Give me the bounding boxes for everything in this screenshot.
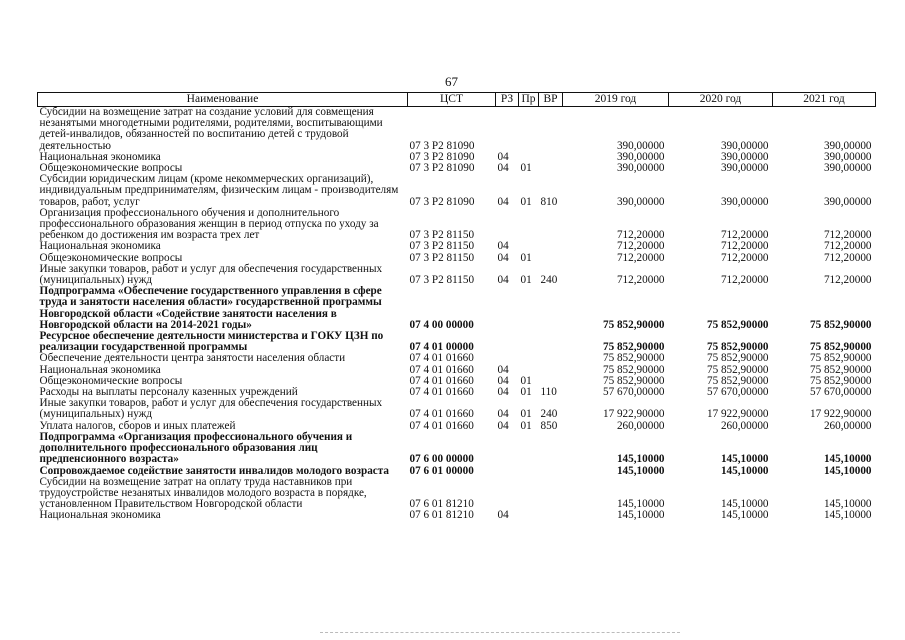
row-pr [519, 466, 539, 477]
table-row [38, 107, 876, 152]
row-cst: 07 6 00 00000 [409, 453, 474, 466]
row-value-2020: 260,00000 [720, 419, 769, 432]
row-pr [519, 241, 539, 252]
row-value-2020: 390,00000 [720, 150, 769, 163]
row-rz: 04 [497, 150, 509, 163]
row-value-2019: 260,00000 [616, 419, 665, 432]
scan-artifact-line [320, 632, 680, 635]
row-value-2019: 712,20000 [616, 229, 665, 242]
row-vr: 110 [540, 386, 557, 399]
row-vr [539, 208, 563, 242]
row-pr: 01 [520, 195, 532, 208]
row-value-2019: 145,10000 [616, 509, 665, 522]
row-value-2020: 145,10000 [720, 464, 769, 477]
table-row [38, 331, 876, 353]
row-value-2020: 57 670,00000 [706, 386, 769, 399]
row-pr [519, 331, 539, 353]
row-value-2020: 145,10000 [720, 509, 769, 522]
row-value-2019: 145,10000 [616, 464, 665, 477]
row-rz: 04 [497, 251, 509, 264]
row-value-2021: 390,00000 [823, 195, 872, 208]
row-value-2019: 75 852,90000 [602, 318, 665, 331]
row-vr: 240 [540, 274, 558, 287]
row-name: Иные закупки товаров, работ и услуг для обеспечения государственных (муниципальных) нужд [39, 397, 383, 421]
row-pr: 01 [520, 419, 532, 432]
table-row [38, 208, 876, 242]
row-rz: 04 [497, 363, 509, 376]
row-value-2019: 75 852,90000 [602, 374, 665, 387]
row-cst: 07 6 01 00000 [409, 464, 474, 477]
row-value-2020: 712,20000 [720, 274, 769, 287]
row-value-2021: 712,20000 [823, 240, 872, 253]
row-vr [539, 466, 563, 477]
row-value-2020: 75 852,90000 [706, 352, 769, 365]
row-name: Иные закупки товаров, работ и услуг для обеспечения государственных (муниципальных) нужд [39, 262, 383, 287]
row-value-2021: 390,00000 [823, 162, 872, 175]
table-row [38, 286, 876, 331]
row-vr: 850 [540, 419, 558, 432]
table-row [38, 353, 876, 364]
row-value-2019: 75 852,90000 [602, 341, 665, 354]
row-rz: 04 [497, 195, 509, 208]
row-name: Организация профессионального обучения и дополнительного профессионального образования женщин в период отпуска по уходу за ребенком до достижения им возраста трех лет [39, 206, 379, 242]
row-name: Подпрограмма «Обеспечение государственного управления в сфере труда и занятости населения области» государственной программы Новгородской области «Содействие занятости населения в Новгородской области на 2014-2021 годы» [39, 285, 382, 331]
row-name: Сопровождаемое содействие занятости инвалидов молодого возраста [39, 464, 389, 477]
row-value-2021: 75 852,90000 [809, 318, 872, 331]
row-vr [539, 353, 563, 364]
row-name: Ресурсное обеспечение деятельности министерства и ГОКУ ЦЗН по реализации государственной программы [39, 330, 384, 354]
row-rz: 04 [497, 374, 509, 387]
row-rz: 04 [497, 240, 509, 253]
row-vr [539, 477, 563, 511]
column-header-vr: ВР [539, 93, 563, 107]
row-value-2021: 390,00000 [823, 139, 872, 152]
row-value-2020: 75 852,90000 [706, 341, 769, 354]
row-rz: 04 [497, 274, 509, 287]
row-value-2021: 390,00000 [823, 150, 872, 163]
row-name: Расходы на выплаты персоналу казенных учреждений [39, 386, 298, 399]
row-value-2020: 75 852,90000 [706, 363, 769, 376]
row-pr: 01 [520, 408, 532, 421]
row-rz [496, 353, 519, 364]
row-vr [539, 331, 563, 353]
row-value-2021: 17 922,90000 [809, 408, 872, 421]
row-cst: 07 4 01 01660 [409, 408, 474, 421]
row-name: Общеэкономические вопросы [39, 251, 183, 264]
table-row [38, 510, 876, 521]
row-value-2020: 75 852,90000 [706, 374, 769, 387]
row-value-2021: 75 852,90000 [809, 363, 872, 376]
row-name: Подпрограмма «Организация профессионального обучения и дополнительного профессионального образования лиц предпенсионного возраста» [39, 430, 353, 466]
row-vr: 240 [540, 408, 558, 421]
row-cst: 07 3 Р2 81090 [409, 139, 475, 152]
row-rz: 04 [497, 386, 509, 399]
row-value-2019: 75 852,90000 [602, 352, 665, 365]
row-name: Общеэкономические вопросы [39, 374, 183, 387]
row-vr [539, 432, 563, 466]
column-header-rz: РЗ [496, 93, 519, 107]
row-value-2021: 75 852,90000 [809, 341, 872, 354]
row-value-2021: 712,20000 [823, 274, 872, 287]
row-pr [519, 510, 539, 521]
row-cst: 07 3 Р2 81150 [409, 251, 475, 264]
row-cst: 07 3 Р2 81150 [409, 274, 475, 287]
budget-table [37, 92, 876, 522]
row-pr [519, 432, 539, 466]
row-vr [539, 253, 563, 264]
row-rz [496, 466, 519, 477]
row-rz [496, 432, 519, 466]
row-value-2019: 145,10000 [616, 453, 665, 466]
row-vr [539, 107, 563, 152]
row-pr: 01 [520, 274, 532, 287]
row-cst: 07 3 Р2 81150 [409, 240, 475, 253]
row-name: Национальная экономика [39, 150, 161, 163]
row-value-2019: 57 670,00000 [602, 386, 665, 399]
column-header-name: Наименование [38, 93, 408, 107]
row-value-2021: 145,10000 [823, 464, 872, 477]
row-cst: 07 4 00 00000 [409, 318, 474, 331]
table-row [38, 174, 876, 208]
row-rz: 04 [497, 408, 509, 421]
row-value-2019: 17 922,90000 [602, 408, 665, 421]
row-pr: 01 [520, 162, 532, 175]
row-cst: 07 3 Р2 81090 [409, 162, 475, 175]
row-value-2020: 75 852,90000 [706, 318, 769, 331]
row-value-2020: 17 922,90000 [706, 408, 769, 421]
row-rz [496, 331, 519, 353]
row-value-2021: 145,10000 [823, 509, 872, 522]
row-rz [496, 107, 519, 152]
row-rz: 04 [497, 162, 509, 175]
row-value-2019: 390,00000 [616, 195, 665, 208]
column-header-2019: 2019 год [563, 93, 669, 107]
column-header-2021: 2021 год [773, 93, 876, 107]
row-name: Субсидии на возмещение затрат на создание условий для совмещения незанятыми многодетными родителями, родителями, воспитывающими детей-инвалидов, обязанностей по воспитанию детей с трудовой деятельностью [39, 106, 383, 152]
row-cst: 07 3 Р2 81090 [409, 150, 475, 163]
table-row [38, 241, 876, 252]
row-value-2019: 712,20000 [616, 251, 665, 264]
row-vr: 810 [540, 195, 558, 208]
table-row [38, 264, 876, 286]
row-rz [496, 286, 519, 331]
row-rz: 04 [497, 419, 509, 432]
row-pr [519, 107, 539, 152]
row-cst: 07 3 Р2 81090 [409, 195, 475, 208]
row-value-2021: 57 670,00000 [809, 386, 872, 399]
row-value-2021: 145,10000 [823, 498, 872, 511]
table-row [38, 432, 876, 466]
row-value-2019: 145,10000 [616, 498, 665, 511]
row-pr [519, 477, 539, 511]
row-name: Субсидии на возмещение затрат на оплату труда наставников при трудоустройстве незанятых инвалидов молодого возраста в порядке, установленном Правительством Новгородской области [39, 475, 367, 511]
table-row [38, 398, 876, 420]
row-value-2019: 712,20000 [616, 274, 665, 287]
row-value-2019: 390,00000 [616, 162, 665, 175]
row-pr [519, 286, 539, 331]
row-value-2021: 712,20000 [823, 229, 872, 242]
row-rz [496, 208, 519, 242]
row-value-2021: 75 852,90000 [809, 374, 872, 387]
row-value-2019: 390,00000 [616, 139, 665, 152]
row-value-2019: 390,00000 [616, 150, 665, 163]
row-cst: 07 4 01 00000 [409, 341, 474, 354]
row-name: Общеэкономические вопросы [39, 162, 183, 175]
row-cst: 07 6 01 81210 [409, 498, 474, 511]
row-name: Национальная экономика [39, 240, 161, 253]
row-vr [539, 365, 563, 376]
table-row [38, 477, 876, 511]
row-vr [539, 241, 563, 252]
row-value-2020: 390,00000 [720, 195, 769, 208]
row-value-2020: 390,00000 [720, 139, 769, 152]
column-header-pr: Пр [519, 93, 539, 107]
row-name: Уплата налогов, сборов и иных платежей [39, 419, 236, 432]
row-rz [496, 477, 519, 511]
row-value-2019: 712,20000 [616, 240, 665, 253]
row-value-2019: 75 852,90000 [602, 363, 665, 376]
row-pr: 01 [520, 386, 532, 399]
row-rz: 04 [497, 509, 509, 522]
row-cst: 07 4 01 01660 [409, 386, 474, 399]
row-cst: 07 4 01 01660 [409, 352, 474, 365]
row-vr [539, 152, 563, 163]
row-cst: 07 4 01 01660 [409, 374, 474, 387]
row-value-2020: 145,10000 [720, 453, 769, 466]
row-value-2020: 712,20000 [720, 240, 769, 253]
row-name: Национальная экономика [39, 363, 161, 376]
row-value-2020: 145,10000 [720, 498, 769, 511]
row-vr [539, 286, 563, 331]
row-value-2020: 712,20000 [720, 229, 769, 242]
row-pr [519, 208, 539, 242]
row-cst: 07 3 Р2 81150 [409, 229, 475, 242]
column-header-2020: 2020 год [669, 93, 773, 107]
row-value-2020: 712,20000 [720, 251, 769, 264]
table-header-row [38, 93, 876, 107]
row-pr [519, 353, 539, 364]
row-cst: 07 4 01 01660 [409, 363, 474, 376]
row-cst: 07 4 01 01660 [409, 419, 474, 432]
row-vr [539, 510, 563, 521]
row-value-2021: 145,10000 [823, 453, 872, 466]
row-pr: 01 [520, 374, 532, 387]
row-vr [539, 163, 563, 174]
page-number: 67 [445, 74, 458, 89]
row-value-2020: 390,00000 [720, 162, 769, 175]
row-name: Субсидии юридическим лицам (кроме некоммерческих организаций), индивидуальным предпринимателям, физическим лицам - производителям товаров, работ, услуг [39, 173, 399, 208]
row-pr: 01 [520, 251, 532, 264]
row-value-2021: 75 852,90000 [809, 352, 872, 365]
row-name: Национальная экономика [39, 509, 161, 522]
column-header-cst: ЦСТ [408, 93, 496, 107]
row-name: Обеспечение деятельности центра занятости населения области [39, 352, 346, 365]
row-cst: 07 6 01 81210 [409, 509, 474, 522]
row-value-2021: 260,00000 [823, 419, 872, 432]
row-value-2021: 712,20000 [823, 251, 872, 264]
